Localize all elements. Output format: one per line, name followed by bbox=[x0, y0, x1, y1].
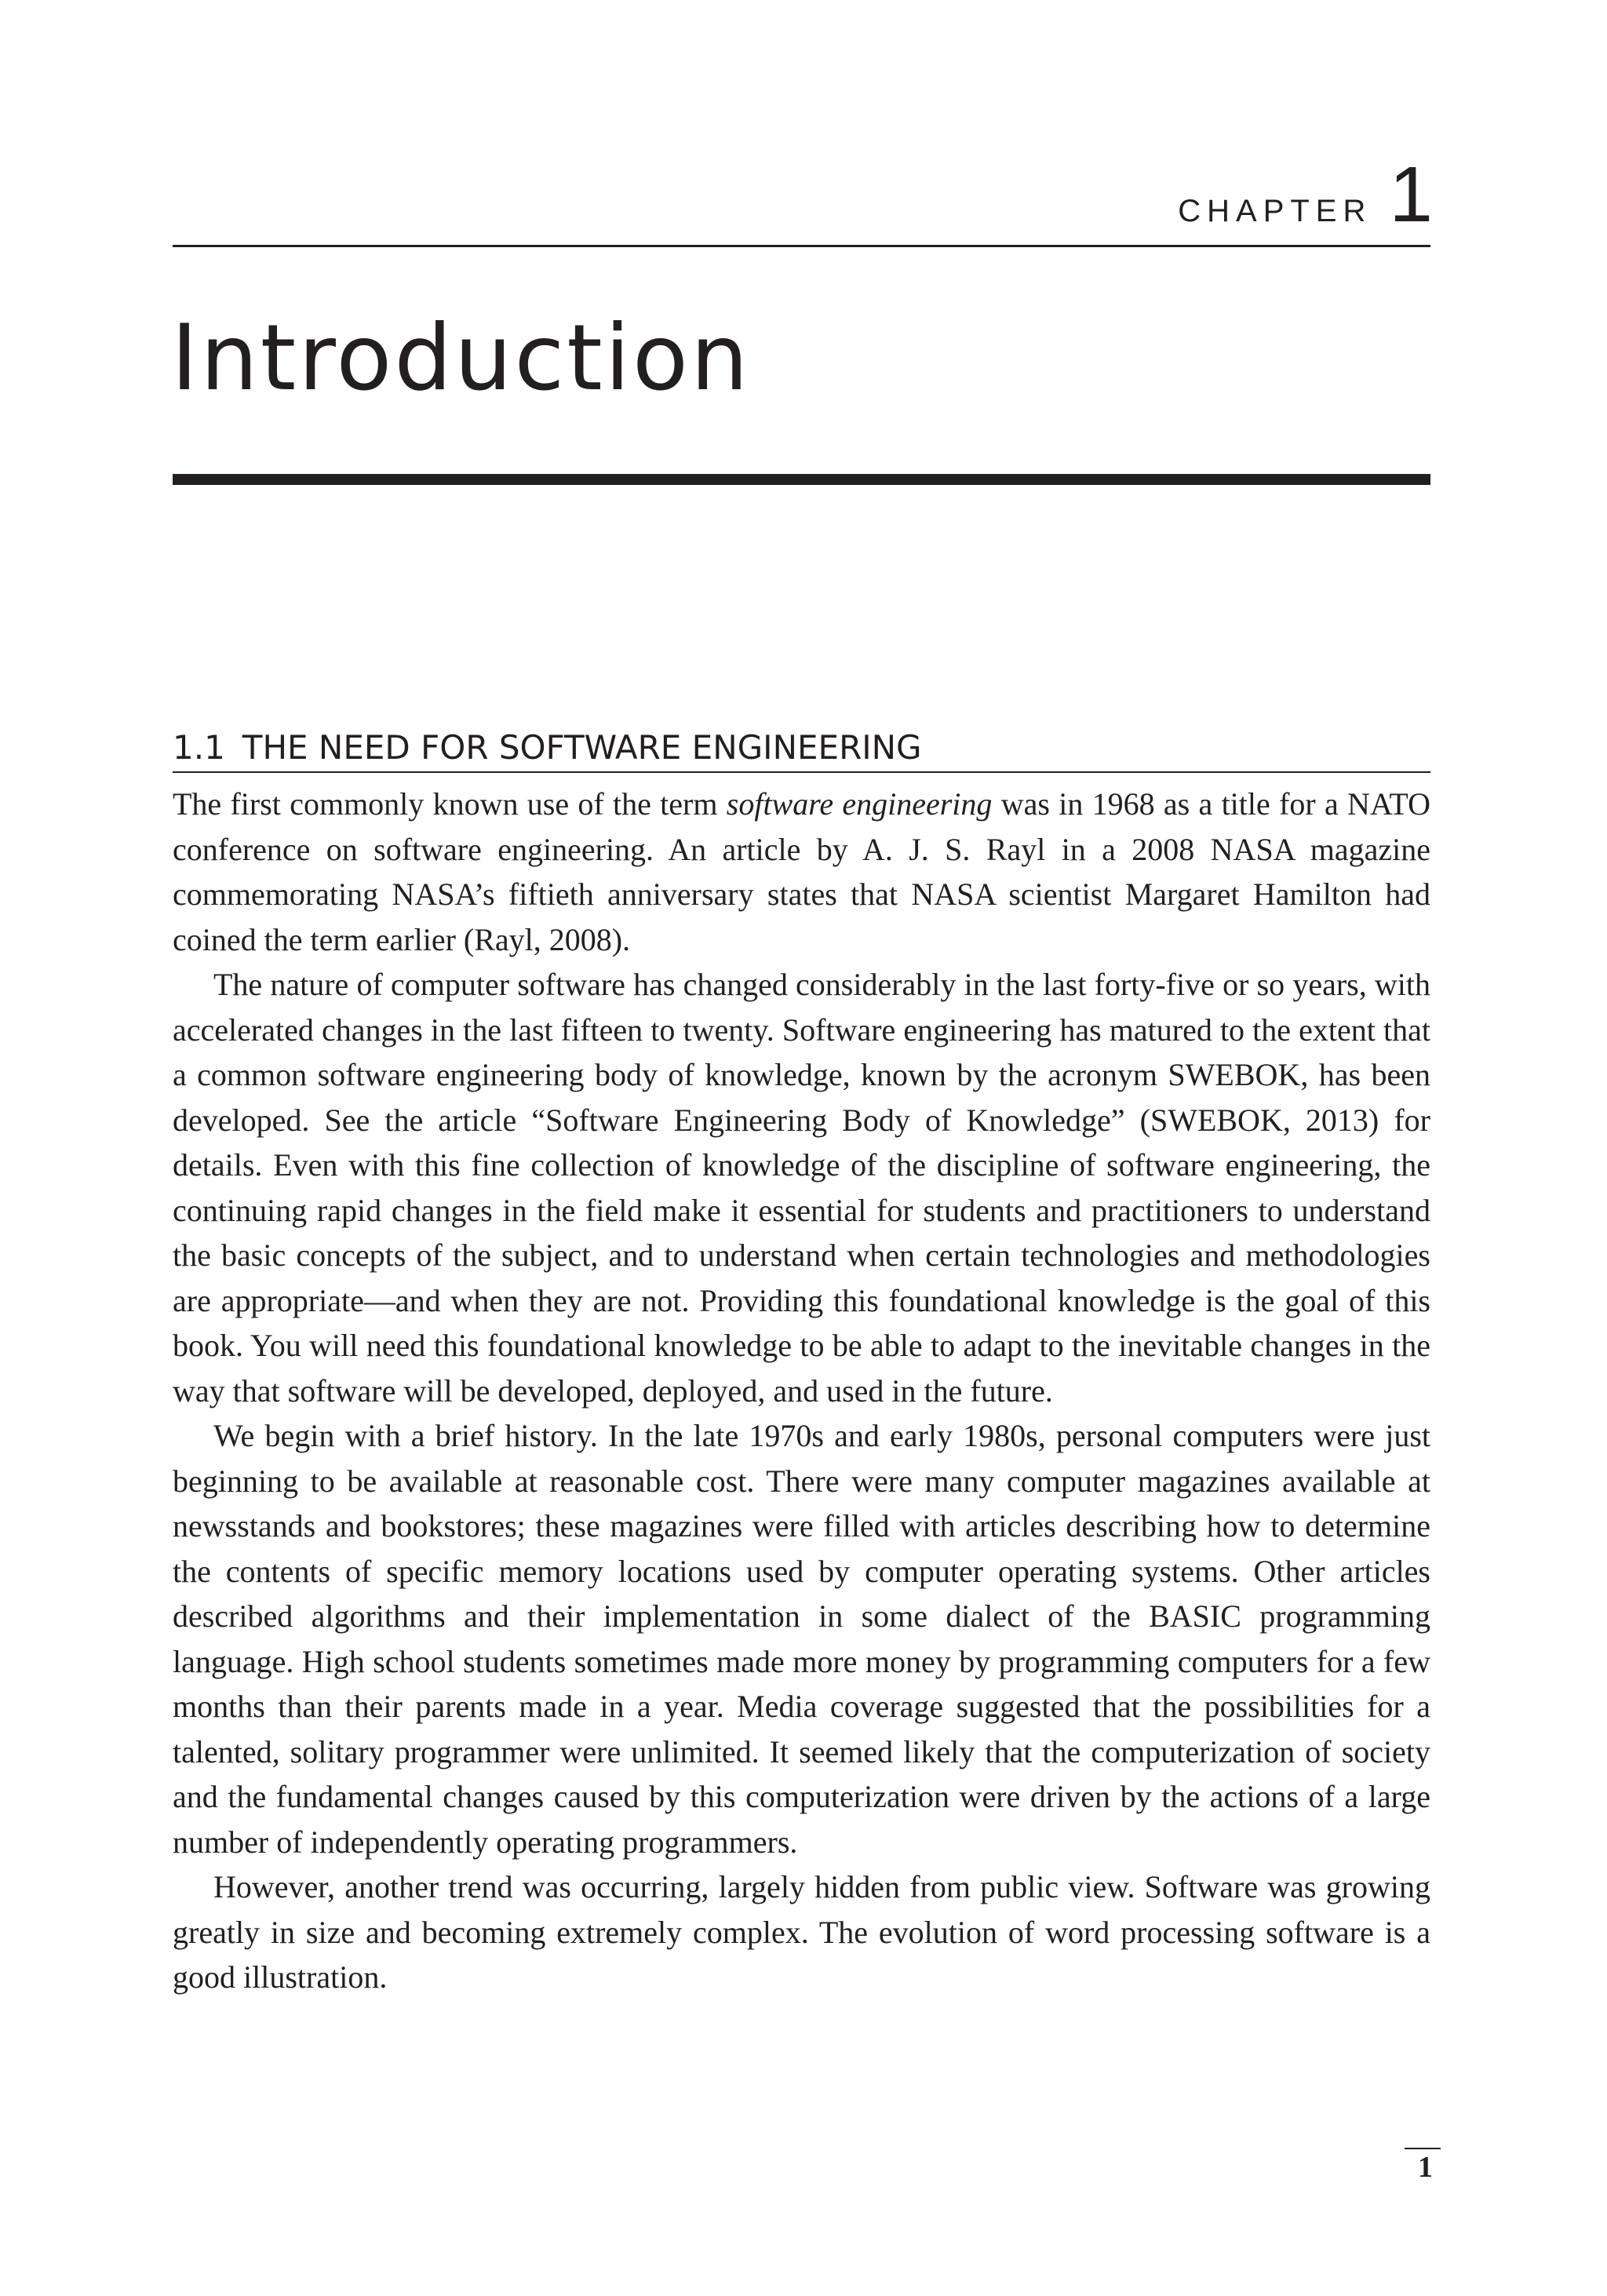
section-number: 1.1 bbox=[173, 728, 225, 767]
term-software-engineering: software engineering bbox=[726, 786, 993, 822]
section-title: THE NEED FOR SOFTWARE ENGINEERING bbox=[242, 728, 922, 767]
chapter-number: 1 bbox=[1389, 151, 1433, 239]
section-rule bbox=[173, 771, 1430, 773]
chapter-top-rule bbox=[173, 245, 1430, 247]
body-text bbox=[173, 782, 1430, 2000]
paragraph-4: However, another trend was occurring, largely hidden from public view. Software was growing greatly in size and becoming extremely complex. The evolution of word processing software is a good illustration. bbox=[173, 1869, 1430, 1995]
paragraph-1-end: was in 1968 as a title for a NATO conference on software engineering. An article by A. J. S. Rayl in a 2008 NASA magazine commemorating NASA’s fiftieth anniversary states that NASA scientist Margaret Hamilton had coined the term earlier (Rayl, 2008). bbox=[173, 786, 1430, 957]
paragraph-1-start: The first commonly known use of the term bbox=[173, 786, 727, 822]
chapter-title-rule bbox=[173, 474, 1430, 485]
section-heading bbox=[173, 727, 1430, 770]
chapter-title: Introduction bbox=[171, 305, 751, 411]
page-number-rule bbox=[1405, 2148, 1441, 2149]
paragraph-3: We begin with a brief history. In the late 1970s and early 1980s, personal computers were just beginning to be available at reasonable cost. There were many computer magazines available at newsstands and bookstores; these magazines were filled with articles describing how to determine the contents of specific memory locations used by computer operating systems. Other articles described algorithms and their implementation in some dialect of the BASIC programming language. High school students sometimes made more money by programming computers for a few months than their parents made in a year. Media coverage suggested that the possibilities for a talented, solitary programmer were unlimited. It seemed likely that the computerization of society and the fundamental changes caused by this computerization were driven by the actions of a large number of independently operating programmers. bbox=[173, 1418, 1430, 1860]
chapter-label bbox=[1178, 151, 1433, 239]
paragraph-1 bbox=[173, 782, 1430, 962]
paragraph-2: The nature of computer software has changed considerably in the last forty-five or so years, with accelerated changes in the last fifteen to twenty. Software engineering has matured to the extent that a common software engineering body of knowledge, known by the acronym SWEBOK, has been developed. See the article “Software Engineering Body of Knowledge” (SWEBOK, 2013) for details. Even with this fine collection of knowledge of the discipline of software engineering, the continuing rapid changes in the field make it essential for students and practitioners to understand the basic concepts of the subject, and to understand when certain technologies and methodologies are appropriate—and when they are not. Providing this foundational knowledge is the goal of this book. You will need this foundational knowledge to be able to adapt to the inevitable changes in the way that software will be developed, deployed, and used in the future. bbox=[173, 967, 1430, 1409]
chapter-word: CHAPTER bbox=[1178, 194, 1372, 228]
page-number: 1 bbox=[1418, 2151, 1433, 2184]
